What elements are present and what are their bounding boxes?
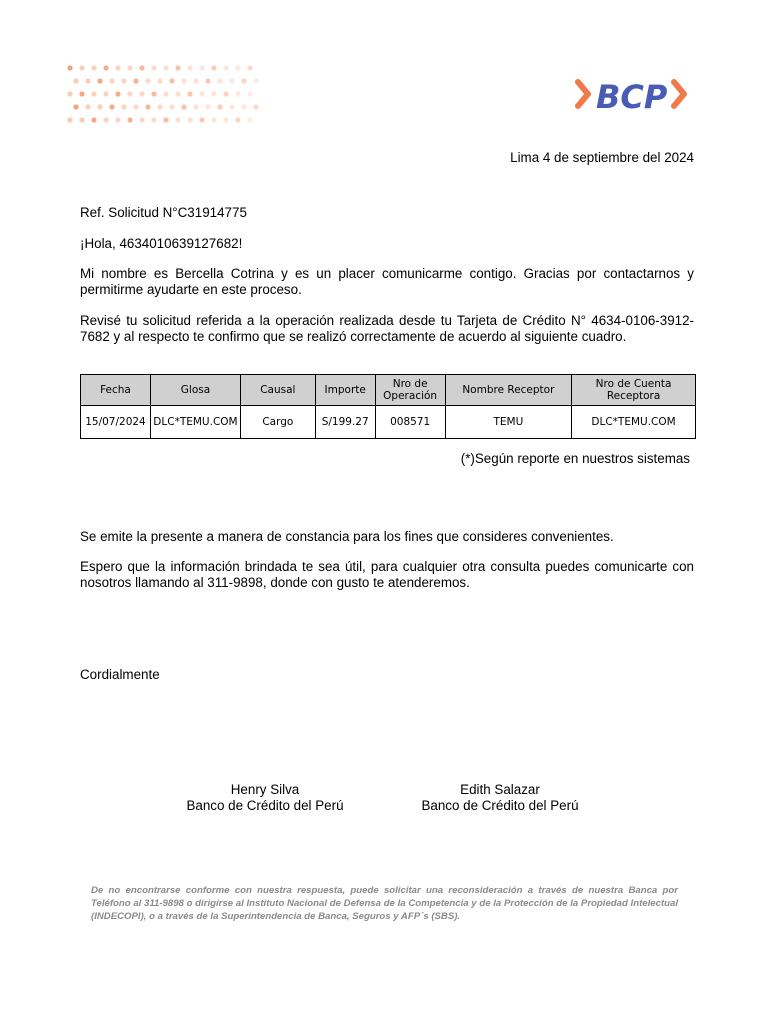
table-row — [81, 406, 696, 439]
cell-nombre-receptor: TEMU — [445, 406, 572, 439]
decorative-dot — [67, 65, 72, 70]
constancia-paragraph: Se emite la presente a manera de constancia para los fines que consideres convenientes. — [80, 529, 614, 544]
decorative-dot — [139, 117, 144, 122]
decorative-dot — [121, 104, 126, 109]
logo-text: BCP — [596, 78, 668, 116]
decorative-dot — [247, 117, 252, 122]
decorative-dot — [109, 78, 114, 83]
closing: Cordialmente — [80, 667, 160, 682]
header-importe: Importe — [315, 375, 375, 406]
signature-name: Edith Salazar — [460, 782, 540, 797]
decorative-dot — [103, 117, 108, 122]
cell-glosa: DLC*TEMU.COM — [150, 406, 240, 439]
header-causal: Causal — [240, 375, 315, 406]
decorative-dot — [121, 78, 126, 83]
decorative-dot — [133, 104, 138, 109]
decorative-dot — [229, 78, 234, 83]
decorative-dot — [73, 78, 78, 83]
decorative-dot — [115, 91, 120, 96]
decorative-dot — [223, 91, 228, 96]
greeting: ¡Hola, 4634010639127682! — [80, 236, 243, 251]
decorative-dot — [217, 104, 222, 109]
letter-date: Lima 4 de septiembre del 2024 — [510, 150, 694, 165]
decorative-dot — [115, 65, 120, 70]
decorative-dot — [235, 117, 240, 122]
decorative-dot — [127, 117, 132, 122]
decorative-dot — [145, 78, 150, 83]
decorative-dot — [115, 117, 120, 122]
decorative-dot — [187, 91, 192, 96]
decorative-dot — [67, 91, 72, 96]
decorative-dot — [91, 91, 96, 96]
decorative-dot — [139, 65, 144, 70]
decorative-dot — [97, 78, 102, 83]
bcp-logo — [574, 74, 690, 116]
signature-block — [400, 782, 600, 814]
decorative-dot — [157, 104, 162, 109]
decorative-dot — [211, 65, 216, 70]
decorative-dot — [175, 65, 180, 70]
decorative-dot — [79, 117, 84, 122]
cell-importe: S/199.27 — [315, 406, 375, 439]
decorative-dot — [211, 117, 216, 122]
cell-nro-operacion: 008571 — [375, 406, 445, 439]
contact-paragraph: Espero que la información brindada te sea útil, para cualquier otra consulta puedes comunicarte con nosotros llamando al 311-9898, donde con gusto te atenderemos. — [80, 559, 694, 590]
decorative-dot — [67, 117, 72, 122]
decorative-dot — [97, 104, 102, 109]
decorative-dot — [109, 104, 114, 109]
decorative-dot — [127, 91, 132, 96]
decorative-dot — [151, 91, 156, 96]
decorative-dot — [169, 104, 174, 109]
decorative-dot — [247, 65, 252, 70]
decorative-dot — [79, 65, 84, 70]
decorative-dot — [229, 104, 234, 109]
operation-table — [80, 374, 696, 439]
header-fecha: Fecha — [81, 375, 151, 406]
decorative-dot — [199, 91, 204, 96]
legal-footer: De no encontrarse conforme con nuestra respuesta, puede solicitar una reconsideración a través de nuestra Banca por Teléfono al 311-9898 o dirigirse al Instituto Nacional de Defensa de la Competencia y de la Protección de la Propiedad Intelectual (INDECOPI), o a través de la Superintendencia de Banca, Seguros y AFP´s (SBS). — [91, 885, 678, 922]
cell-fecha: 15/07/2024 — [81, 406, 151, 439]
decorative-dot — [133, 78, 138, 83]
decorative-dot — [157, 78, 162, 83]
header-glosa: Glosa — [150, 375, 240, 406]
signature-block — [165, 782, 365, 814]
decorative-dot — [103, 65, 108, 70]
decorative-dot — [199, 117, 204, 122]
decorative-dot — [181, 78, 186, 83]
decorative-dot — [127, 65, 132, 70]
table-note: (*)Según reporte en nuestros sistemas — [460, 451, 690, 466]
table-header-row — [81, 375, 696, 406]
decorative-dot — [241, 78, 246, 83]
decorative-dot — [235, 91, 240, 96]
decorative-dot — [169, 78, 174, 83]
decorative-dot — [91, 65, 96, 70]
decorative-dot — [151, 65, 156, 70]
decorative-dot — [85, 78, 90, 83]
decorative-dot — [79, 91, 84, 96]
cell-nro-cuenta-receptora: DLC*TEMU.COM — [572, 406, 696, 439]
decorative-dot — [91, 117, 96, 122]
decorative-dot — [163, 91, 168, 96]
decorative-dot — [73, 104, 78, 109]
decorative-dot — [211, 91, 216, 96]
decorative-dot — [187, 117, 192, 122]
decorative-dot — [223, 117, 228, 122]
intro-paragraph: Mi nombre es Bercella Cotrina y es un placer comunicarme contigo. Gracias por contactarnos y permitirme ayudarte en este proceso. — [80, 266, 694, 297]
decorative-dot — [193, 104, 198, 109]
signature-org: Banco de Crédito del Perú — [421, 798, 579, 813]
decorative-dot — [253, 104, 258, 109]
decorative-dot — [223, 65, 228, 70]
decorative-dot-pattern — [64, 62, 264, 128]
decorative-dot — [181, 104, 186, 109]
decorative-dot — [253, 78, 258, 83]
decorative-dot — [241, 104, 246, 109]
decorative-dot — [175, 117, 180, 122]
decorative-dot — [139, 91, 144, 96]
decorative-dot — [187, 65, 192, 70]
cell-causal: Cargo — [240, 406, 315, 439]
signature-name: Henry Silva — [230, 782, 300, 797]
decorative-dot — [103, 91, 108, 96]
signature-org: Banco de Crédito del Perú — [186, 798, 344, 813]
decorative-dot — [199, 65, 204, 70]
header-nombre-receptor: Nombre Receptor — [445, 375, 572, 406]
decorative-dot — [151, 117, 156, 122]
reference-number: Ref. Solicitud N°C31914775 — [80, 205, 247, 220]
header-nro-operacion: Nro de Operación — [375, 375, 445, 406]
decorative-dot — [175, 91, 180, 96]
decorative-dot — [85, 104, 90, 109]
decorative-dot — [145, 104, 150, 109]
decorative-dot — [217, 78, 222, 83]
review-paragraph: Revisé tu solicitud referida a la operación realizada desde tu Tarjeta de Crédito N° 4634-0106-3912-7682 y al respecto te confirmo que se realizó correctamente de acuerdo al siguiente cuadro. — [80, 313, 694, 344]
decorative-dot — [193, 78, 198, 83]
header-nro-cuenta-receptora: Nro de Cuenta Receptora — [572, 375, 696, 406]
decorative-dot — [205, 104, 210, 109]
decorative-dot — [163, 65, 168, 70]
decorative-dot — [205, 78, 210, 83]
decorative-dot — [163, 117, 168, 122]
decorative-dot — [235, 65, 240, 70]
decorative-dot — [247, 91, 252, 96]
